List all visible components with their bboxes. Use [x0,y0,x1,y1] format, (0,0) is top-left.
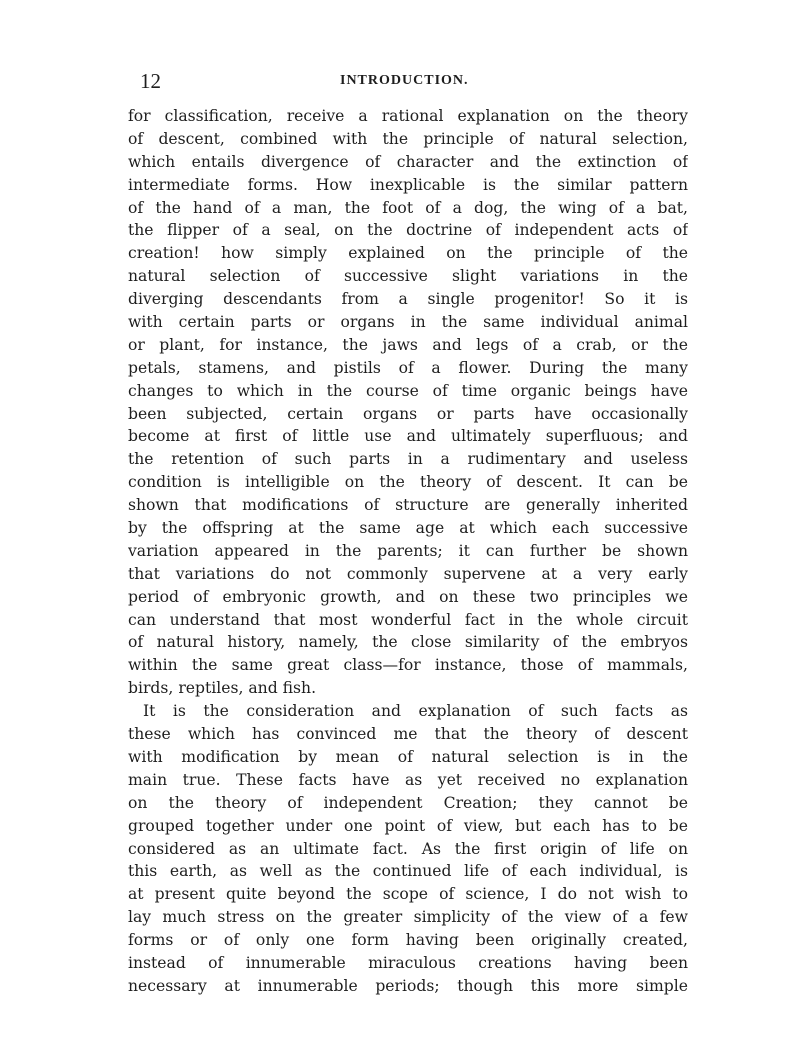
text-line: changes to which in the course of time organic beings have [128,381,688,400]
text-line: natural selection of successive slight variations in the [128,267,688,286]
paragraph-end-line: birds, reptiles, and fish. [128,679,317,698]
text-line: can understand that most wonderful fact in the whole circuit [128,610,688,629]
text-line: condition is intelligible on the theory of descent. It can be [128,473,688,492]
text-line: or plant, for instance, the jaws and legs of a crab, or the [128,335,688,354]
text-line: these which has convinced me that the theory of descent [128,725,688,744]
text-line: period of embryonic growth, and on these two principles we [128,587,688,606]
text-line: that variations do not commonly supervene at a very early [128,564,688,583]
text-line: on the theory of independent Creation; they cannot be [128,793,688,812]
text-line: of descent, combined with the principle of natural selection, [128,129,688,148]
text-line: at present quite beyond the scope of science, I do not wish to [128,885,688,904]
text-line: forms or of only one form having been originally created, [128,931,688,950]
text-line: by the offspring at the same age at which each successive [128,519,688,538]
text-line: grouped together under one point of view, but each has to be [128,816,688,835]
text-line: the retention of such parts in a rudimentary and useless [128,450,688,469]
text-line: lay much stress on the greater simplicity of the view of a few [128,908,688,927]
text-line: petals, stamens, and pistils of a flower. During the many [128,358,688,377]
page-number: 12 [140,69,161,93]
text-line: this earth, as well as the continued life of each individual, is [128,862,688,881]
section-title: INTRODUCTION. [340,73,469,88]
paragraph-start-line: It is the consideration and explanation of such facts as [143,702,688,721]
text-line: which entails divergence of character and the extinction of [128,152,688,171]
text-line: of natural history, namely, the close similarity of the embryos [128,633,688,652]
running-head [140,66,685,96]
text-line: the flipper of a seal, on the doctrine of independent acts of [128,221,688,240]
text-line: main true. These facts have as yet received no explanation [128,770,688,789]
text-line: variation appeared in the parents; it can further be shown [128,541,688,560]
text-line: instead of innumerable miraculous creations having been [128,953,688,972]
text-line: been subjected, certain organs or parts have occasionally [128,404,688,423]
text-line: within the same great class—for instance, those of mammals, [128,656,688,675]
body-text [128,105,688,998]
text-line: with modification by mean of natural selection is in the [128,747,688,766]
text-line: with certain parts or organs in the same individual animal [128,313,688,332]
text-line: become at first of little use and ultimately superfluous; and [128,427,688,446]
text-line: for classification, receive a rational explanation on the theory [128,107,688,125]
text-line: intermediate forms. How inexplicable is the similar pattern [128,175,688,194]
text-line: diverging descendants from a single progenitor! So it is [128,290,688,309]
text-line: creation! how simply explained on the principle of the [128,244,688,263]
text-line: necessary at innumerable periods; though this more simple [128,976,688,995]
text-line: shown that modifications of structure are generally inherited [128,496,688,515]
text-line: of the hand of a man, the foot of a dog, the wing of a bat, [128,198,688,217]
text-line: considered as an ultimate fact. As the first origin of life on [128,839,688,858]
